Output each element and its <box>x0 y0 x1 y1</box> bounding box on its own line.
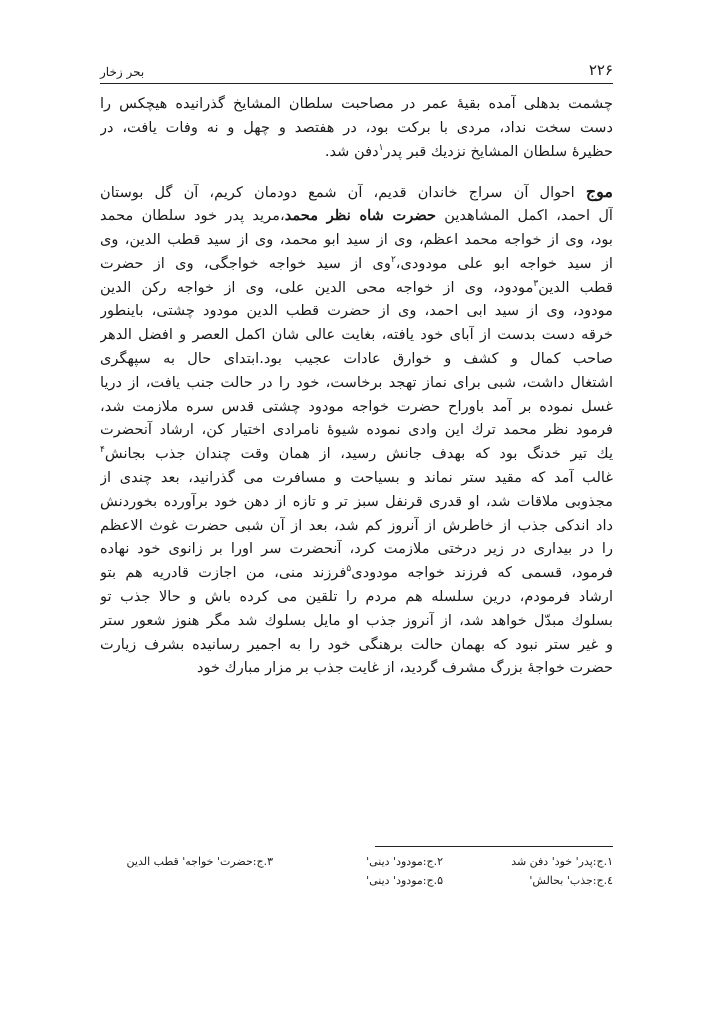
text-line: یك تیر خدنگ بود که بهدف جانش رسید، از همان وقت چندان جذب بجانش$^۴$ <box>100 445 613 463</box>
paragraph-gap <box>100 163 613 180</box>
text-line: و غیر ستر نبود که بهمان حالت برهنگی خود را به اجمیر رسانیده بشرف زیارت <box>100 635 613 653</box>
footnote: ۵.ج:مودود' دینی' <box>366 874 443 887</box>
text-line: ارشاد فرمودم، درین سلسله هم مردم را تلقین می کرده باش و حالا جذب تو <box>100 587 613 605</box>
text-line: مجذوبی ملاقات شد، او قدری قرنفل سبز تر و تازه از دهن خود برآورده بخوردنش <box>100 492 613 510</box>
footnotes <box>100 852 613 890</box>
page-number: ۲۲۶ <box>588 61 613 79</box>
text-line: حضرت خواجهٔ بزرگ مشرف گردید، از غایت جذب بر مزار مبارك خود <box>196 659 613 677</box>
bold-name: حضرت شاه نظر محمد <box>284 207 436 225</box>
text-line: قطب الدین$^۳$مودود، وی از خواجه محی الدین علی، وی از خواجه رکن الدین <box>100 278 613 296</box>
text-line: دست سخت نداد، مردی با برکت بود، در هفتصد و چهل و نه وفات یافت، در <box>100 118 613 136</box>
footnote: ۲.ج:مودود' دینی' <box>366 855 443 868</box>
footnote-marker: ۱ <box>378 142 384 153</box>
text-line: خرقه دست بدست از آبای خود یافته، بغایت عالی شان اکمل العصر و افضل الدهر <box>100 326 613 344</box>
footnote: ٤.ج:جذب' بحالش' <box>529 874 613 887</box>
footnote: ۱.ج:پدر' خود' دفن شد <box>511 855 613 868</box>
footnote-marker: ۴ <box>100 445 105 456</box>
text-line: اشتغال داشت، شبی برای نماز تهجد برخاست، خود را در حالت جنب یافت، از دریا <box>100 373 613 391</box>
text-line: را در بیداری در زیر درختی ملازمت کرد، آنحضرت سر اورا بر زانوی خود نهاده <box>100 540 613 558</box>
text-line: از سید خواجه ابو علی مودودی،$^۲$وی از سید خواجه خواجگی، وی از حضرت <box>100 254 613 272</box>
text-line: صاحب کمال و کشف و خوارق عادات عجیب بود.ابتدای حال به سپهگری <box>100 349 613 367</box>
text-line: بسلوك مبدّل خواهد شد، از آنروز جذب او مایل بسلوك شد مگر هنوز شعور ستر <box>100 611 613 629</box>
footnote-row <box>100 852 613 871</box>
text-line: آل احمد، اکمل المشاهدین حضرت شاه نظر محمد،مرید پدر خود سلطان محمد <box>100 207 613 225</box>
footnote-marker: ۵ <box>346 564 352 575</box>
text-line: حظیرهٔ سلطان المشایخ نزدیك قبر پدر$^۱$دفن شد. <box>324 142 613 160</box>
body-text <box>100 92 613 680</box>
footnote-marker: ۲ <box>390 254 396 265</box>
footnote-divider <box>375 846 613 847</box>
footnote-row <box>100 871 613 890</box>
text-line: فرمود، قسمی که فرزند خواجه مودودی$^۵$فرزند منی، من اجازت قادریه هم بتو <box>100 564 613 582</box>
text-line: غسل نموده بر آمد باوراح حضرت خواجه مودود چشتی قدس سره ملازمت شد، <box>100 397 613 415</box>
footnote: ۳.ج:حضرت' خواجه' قطب الدین <box>126 855 273 868</box>
section-head-word: موج <box>585 182 613 202</box>
text-line: غالب آمد که مقید ستر نماند و بسیاحت و مسافرت می گذرانید، بعد چندی از <box>100 468 613 486</box>
page-header <box>100 55 613 84</box>
text-line: مودود، وی از سید ابی احمد، وی از حضرت قطب الدین مودود چشتی، باینطور <box>100 302 613 320</box>
running-title: بحر زخار <box>100 65 145 79</box>
text-line: موج احوال آن سراج خاندان قدیم، آن شمع دودمان کریم، آن گل بوستان <box>100 182 613 202</box>
text-line: داد اندکی جذب از خاطرش از آنروز کم شد، بعد از آن شبی حضرت غوث الاعظم <box>100 516 613 534</box>
footnote-marker: ۳ <box>533 278 539 289</box>
text-line: بود، وی از خواجه محمد اعظم، وی از سید ابو محمد، وی از سید قطب الدین، وی <box>100 230 613 248</box>
text-line: فرمود نظر محمد ترك این وادی نموده شیوهٔ نامرادی اختیار کن، ارشاد آنحضرت <box>100 421 613 439</box>
text-line: چشمت بدهلی آمده بقیهٔ عمر در مصاحبت سلطان المشایخ گذرانیده هیچکس را <box>100 95 613 112</box>
